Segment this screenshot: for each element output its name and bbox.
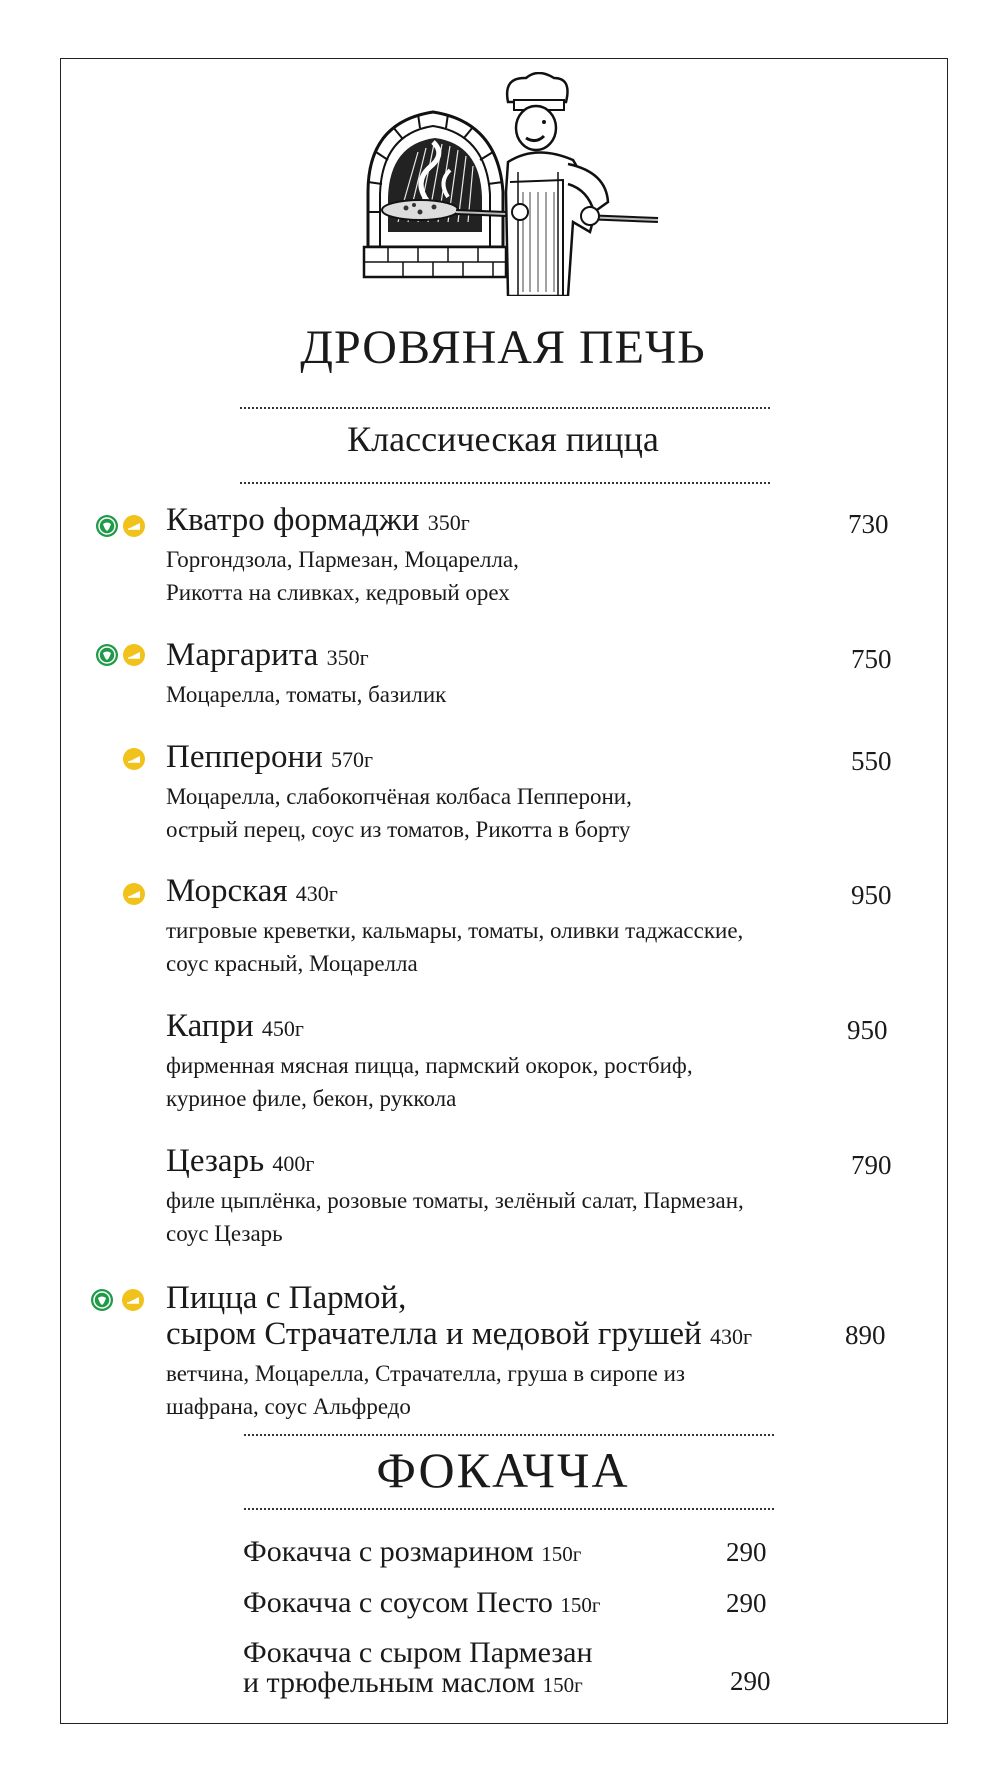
- item-price: 290: [726, 1537, 767, 1567]
- item-price: 550: [851, 746, 892, 776]
- item-description: соус красный, Моцарелла: [166, 951, 418, 976]
- item-name: Фокачча с соусом Песто: [243, 1586, 553, 1619]
- divider: [240, 482, 770, 484]
- cheese-icon: [122, 643, 146, 667]
- item-name: Пицца с Пармой,: [166, 1280, 407, 1316]
- item-weight: 430г: [295, 881, 338, 906]
- item-description: ветчина, Моцарелла, Страчателла, груша в сиропе из: [166, 1361, 685, 1386]
- divider: [244, 1508, 774, 1510]
- item-name: Кватро формаджи: [166, 502, 420, 538]
- veg-icon: [95, 643, 119, 667]
- item-description: Горгондзола, Пармезан, Моцарелла,: [166, 547, 519, 572]
- item-name: Морская: [166, 873, 288, 909]
- focaccia-title: ФОКАЧЧА: [376, 1442, 630, 1498]
- baker-oven-illustration: [358, 72, 668, 296]
- item-weight: 450г: [261, 1016, 304, 1041]
- item-weight: 570г: [331, 747, 374, 772]
- menu-item: [166, 1280, 896, 1423]
- item-price: 950: [847, 1015, 888, 1045]
- item-name-continued: и трюфельным маслом: [243, 1666, 536, 1699]
- item-description: Рикотта на сливках, кедровый орех: [166, 580, 510, 605]
- item-description: тигровые креветки, кальмары, томаты, оливки таджасские,: [166, 918, 744, 943]
- focaccia-item: [243, 1588, 601, 1620]
- item-description: острый перец, соус из томатов, Рикотта в борту: [166, 817, 631, 842]
- item-price: 290: [730, 1666, 771, 1696]
- focaccia-item: [243, 1537, 581, 1569]
- item-weight: 430г: [709, 1324, 752, 1349]
- menu-item: [166, 739, 896, 846]
- item-weight: 150г: [541, 1542, 582, 1566]
- divider: [244, 1434, 774, 1436]
- menu-title: ДРОВЯНАЯ ПЕЧЬ: [300, 321, 706, 374]
- item-name: Капри: [166, 1008, 254, 1044]
- item-description: филе цыплёнка, розовые томаты, зелёный салат, Пармезан,: [166, 1188, 744, 1213]
- item-description: соус Цезарь: [166, 1221, 283, 1246]
- item-price: 290: [726, 1588, 767, 1618]
- veg-icon: [95, 514, 119, 538]
- item-description: Моцарелла, томаты, базилик: [166, 682, 447, 707]
- item-name: Маргарита: [166, 637, 319, 673]
- item-description: шафрана, соус Альфредо: [166, 1394, 411, 1419]
- menu-item: [166, 637, 896, 711]
- item-weight: 400г: [272, 1151, 315, 1176]
- item-name: Фокачча с розмарином: [243, 1535, 534, 1568]
- item-name-continued: сыром Страчателла и медовой грушей: [166, 1316, 702, 1352]
- menu-item: [166, 1008, 896, 1115]
- veg-icon: [90, 1288, 114, 1312]
- cheese-icon: [122, 747, 146, 771]
- item-weight: 350г: [427, 510, 470, 535]
- cheese-icon: [122, 882, 146, 906]
- item-price: 790: [851, 1150, 892, 1180]
- menu-item: [166, 502, 896, 609]
- item-weight: 150г: [560, 1593, 601, 1617]
- cheese-icon: [122, 514, 146, 538]
- item-description: фирменная мясная пицца, пармский окорок, ростбиф,: [166, 1053, 693, 1078]
- item-price: 950: [851, 880, 892, 910]
- item-name: Фокачча с сыром Пармезан: [243, 1636, 593, 1669]
- menu-item: [166, 1143, 896, 1250]
- item-price: 890: [845, 1320, 886, 1350]
- item-name: Цезарь: [166, 1143, 265, 1179]
- focaccia-item: [243, 1638, 593, 1700]
- item-weight: 350г: [326, 645, 369, 670]
- item-weight: 150г: [542, 1673, 583, 1697]
- item-price: 730: [848, 509, 889, 539]
- item-price: 750: [851, 644, 892, 674]
- item-name: Пепперони: [166, 739, 323, 775]
- item-description: Моцарелла, слабокопчёная колбаса Пепперони,: [166, 784, 632, 809]
- item-description: куриное филе, бекон, руккола: [166, 1086, 457, 1111]
- divider: [240, 407, 770, 409]
- section-subtitle: Классическая пицца: [347, 419, 659, 459]
- cheese-icon: [121, 1288, 145, 1312]
- menu-item: [166, 873, 896, 980]
